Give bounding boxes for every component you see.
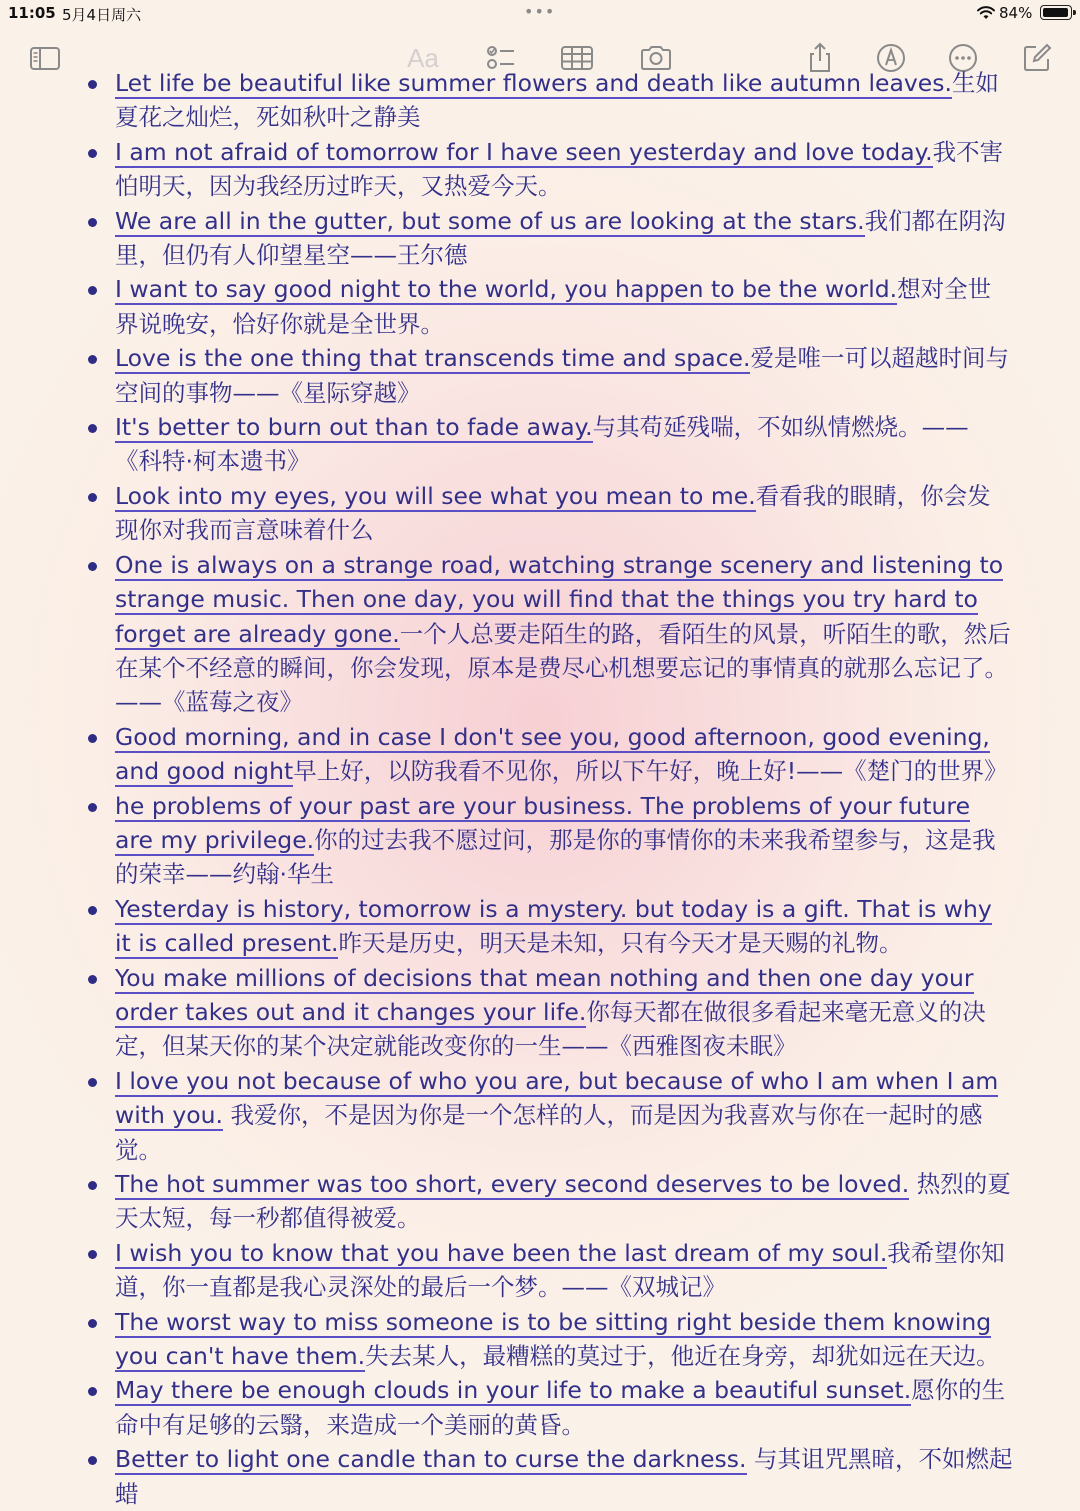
list-item[interactable] (0, 341, 1080, 410)
list-item[interactable] (0, 720, 1080, 789)
list-item[interactable] (0, 1236, 1080, 1305)
status-time: 11:05 (8, 4, 56, 22)
quote-english: Better to light one candle than to curse the darkness. (115, 1445, 747, 1474)
quote-english: I am not afraid of tomorrow for I have seen yesterday and love today. (115, 137, 933, 166)
quote-chinese: 昨天是历史，明天是未知，只有今天才是天赐的礼物。 (338, 929, 903, 958)
bullet-icon (88, 80, 97, 89)
status-date: 5月4日周六 (62, 6, 142, 24)
bullet-icon (88, 734, 97, 743)
bullet-icon (88, 1181, 97, 1190)
quote-chinese: 与其苟延残喘，不如纵情燃烧。——《科特·柯本遗书》 (115, 413, 969, 476)
bullet-icon (88, 1387, 97, 1396)
quote-chinese: 生如夏花之灿烂，死如秋叶之静美 (115, 69, 999, 132)
quote-chinese: 我爱你，不是因为你是一个怎样的人，而是因为我喜欢与你在一起时的感觉。 (115, 1101, 983, 1164)
list-item[interactable] (0, 66, 1080, 135)
quote-chinese: 与其诅咒黑暗，不如燃起蜡 (115, 1445, 1013, 1508)
list-item[interactable] (0, 272, 1080, 341)
list-item[interactable] (0, 789, 1080, 892)
quote-chinese: 早上好，以防我看不见你，所以下午好，晚上好!——《楚门的世界》 (293, 757, 1008, 786)
list-item[interactable] (0, 410, 1080, 479)
quote-chinese: 你每天都在做很多看起来毫无意义的决定，但某天你的某个决定就能改变你的一生——《西雅图夜未眠》 (115, 997, 986, 1061)
list-item[interactable] (0, 135, 1080, 204)
bullet-icon (88, 493, 97, 502)
quote-english: I love you not because of who you are, but because of who I am when I am with you. (115, 1066, 999, 1130)
quote-chinese: 失去某人，最糟糕的莫过于，他近在身旁，却犹如远在天边。 (365, 1342, 1000, 1371)
bullet-icon (88, 218, 97, 227)
note-body[interactable] (0, 69, 1080, 1508)
quote-english: We are all in the gutter, but some of us are looking at the stars. (115, 206, 865, 235)
list-item[interactable] (0, 548, 1080, 720)
quote-chinese: 我不害怕明天，因为我经历过昨天，又热爱今天。 (115, 137, 1004, 201)
quote-english: May there be enough clouds in your life to make a beautiful sunset. (115, 1376, 912, 1405)
quote-english: One is always on a strange road, watching strange scenery and listening to strange music. Then one day, you will find that the things you try hard to forget are already gone. (115, 550, 1004, 648)
quote-english: Let life be beautiful like summer flowers and death like autumn leaves. (115, 69, 952, 97)
bullet-icon (88, 424, 97, 433)
quote-english: Good morning, and in case I don't see you, good afternoon, good evening, and good night (115, 722, 990, 786)
multitasking-dots[interactable]: ••• (524, 2, 556, 21)
quote-chinese: 热烈的夏天太短，每一秒都值得被爱。 (115, 1170, 1011, 1233)
bullet-icon (88, 286, 97, 295)
bullet-icon (88, 1319, 97, 1328)
quote-list (0, 66, 1080, 1511)
quote-chinese: 看看我的眼睛，你会发现你对我而言意味着什么 (115, 481, 991, 545)
bullet-icon (88, 1456, 97, 1465)
quote-english: Yesterday is history, tomorrow is a mystery. but today is a gift. That is why it is called present. (115, 894, 992, 958)
list-item[interactable] (0, 1167, 1080, 1236)
quote-english: Look into my eyes, you will see what you mean to me. (115, 481, 756, 510)
quote-chinese: 愿你的生命中有足够的云翳，来造成一个美丽的黄昏。 (115, 1376, 1006, 1439)
quote-english: I want to say good night to the world, you happen to be the world. (115, 275, 898, 304)
quote-chinese: 爱是唯一可以超越时间与空间的事物——《星际穿越》 (115, 344, 1009, 407)
quote-chinese: 我们都在阴沟里，但仍有人仰望星空——王尔德 (115, 206, 1006, 270)
quote-english: I wish you to know that you have been the last dream of my soul. (115, 1238, 888, 1267)
list-item[interactable] (0, 1373, 1080, 1442)
quote-english: he problems of your past are your business. The problems of your future are my privilege. (115, 791, 971, 854)
list-item[interactable] (0, 479, 1080, 548)
list-item[interactable] (0, 1442, 1080, 1511)
quote-english: Love is the one thing that transcends time and space. (115, 344, 751, 373)
quote-english: The worst way to miss someone is to be sitting right beside them knowing you can't have them. (115, 1307, 992, 1371)
bullet-icon (88, 149, 97, 158)
quote-chinese: 想对全世界说晚安，恰好你就是全世界。 (115, 275, 992, 338)
bullet-icon (88, 906, 97, 915)
list-item[interactable] (0, 204, 1080, 273)
format-text-button[interactable]: Aa (407, 42, 439, 73)
bullet-icon (88, 1078, 97, 1087)
bullet-icon (88, 562, 97, 571)
quote-chinese: 一个人总要走陌生的路，看陌生的风景，听陌生的歌，然后在某个不经意的瞬间，你会发现，原本是费尽心机想要忘记的事情真的就那么忘记了。——《蓝莓之夜》 (115, 619, 1011, 717)
list-item[interactable] (0, 892, 1080, 961)
quote-english: It's better to burn out than to fade away. (115, 413, 593, 442)
bullet-icon (88, 803, 97, 812)
list-item[interactable] (0, 1064, 1080, 1167)
bullet-icon (88, 975, 97, 984)
list-item[interactable] (0, 1305, 1080, 1374)
battery-percentage: 84% (999, 4, 1033, 22)
quote-chinese: 我希望你知道，你一直都是我心灵深处的最后一个梦。——《双城记》 (115, 1238, 1005, 1302)
status-bar (0, 0, 1080, 26)
quote-english: You make millions of decisions that mean nothing and then one day your order takes out and it changes your life. (115, 963, 974, 1026)
wifi-icon (976, 5, 996, 21)
battery-icon (1040, 5, 1072, 20)
bullet-icon (88, 355, 97, 364)
list-item[interactable] (0, 961, 1080, 1064)
quote-chinese: 你的过去我不愿过问，那是你的事情你的未来我希望参与，这是我的荣幸——约翰·华生 (115, 825, 996, 889)
bullet-icon (88, 1250, 97, 1259)
quote-english: The hot summer was too short, every second deserves to be loved. (115, 1170, 910, 1198)
